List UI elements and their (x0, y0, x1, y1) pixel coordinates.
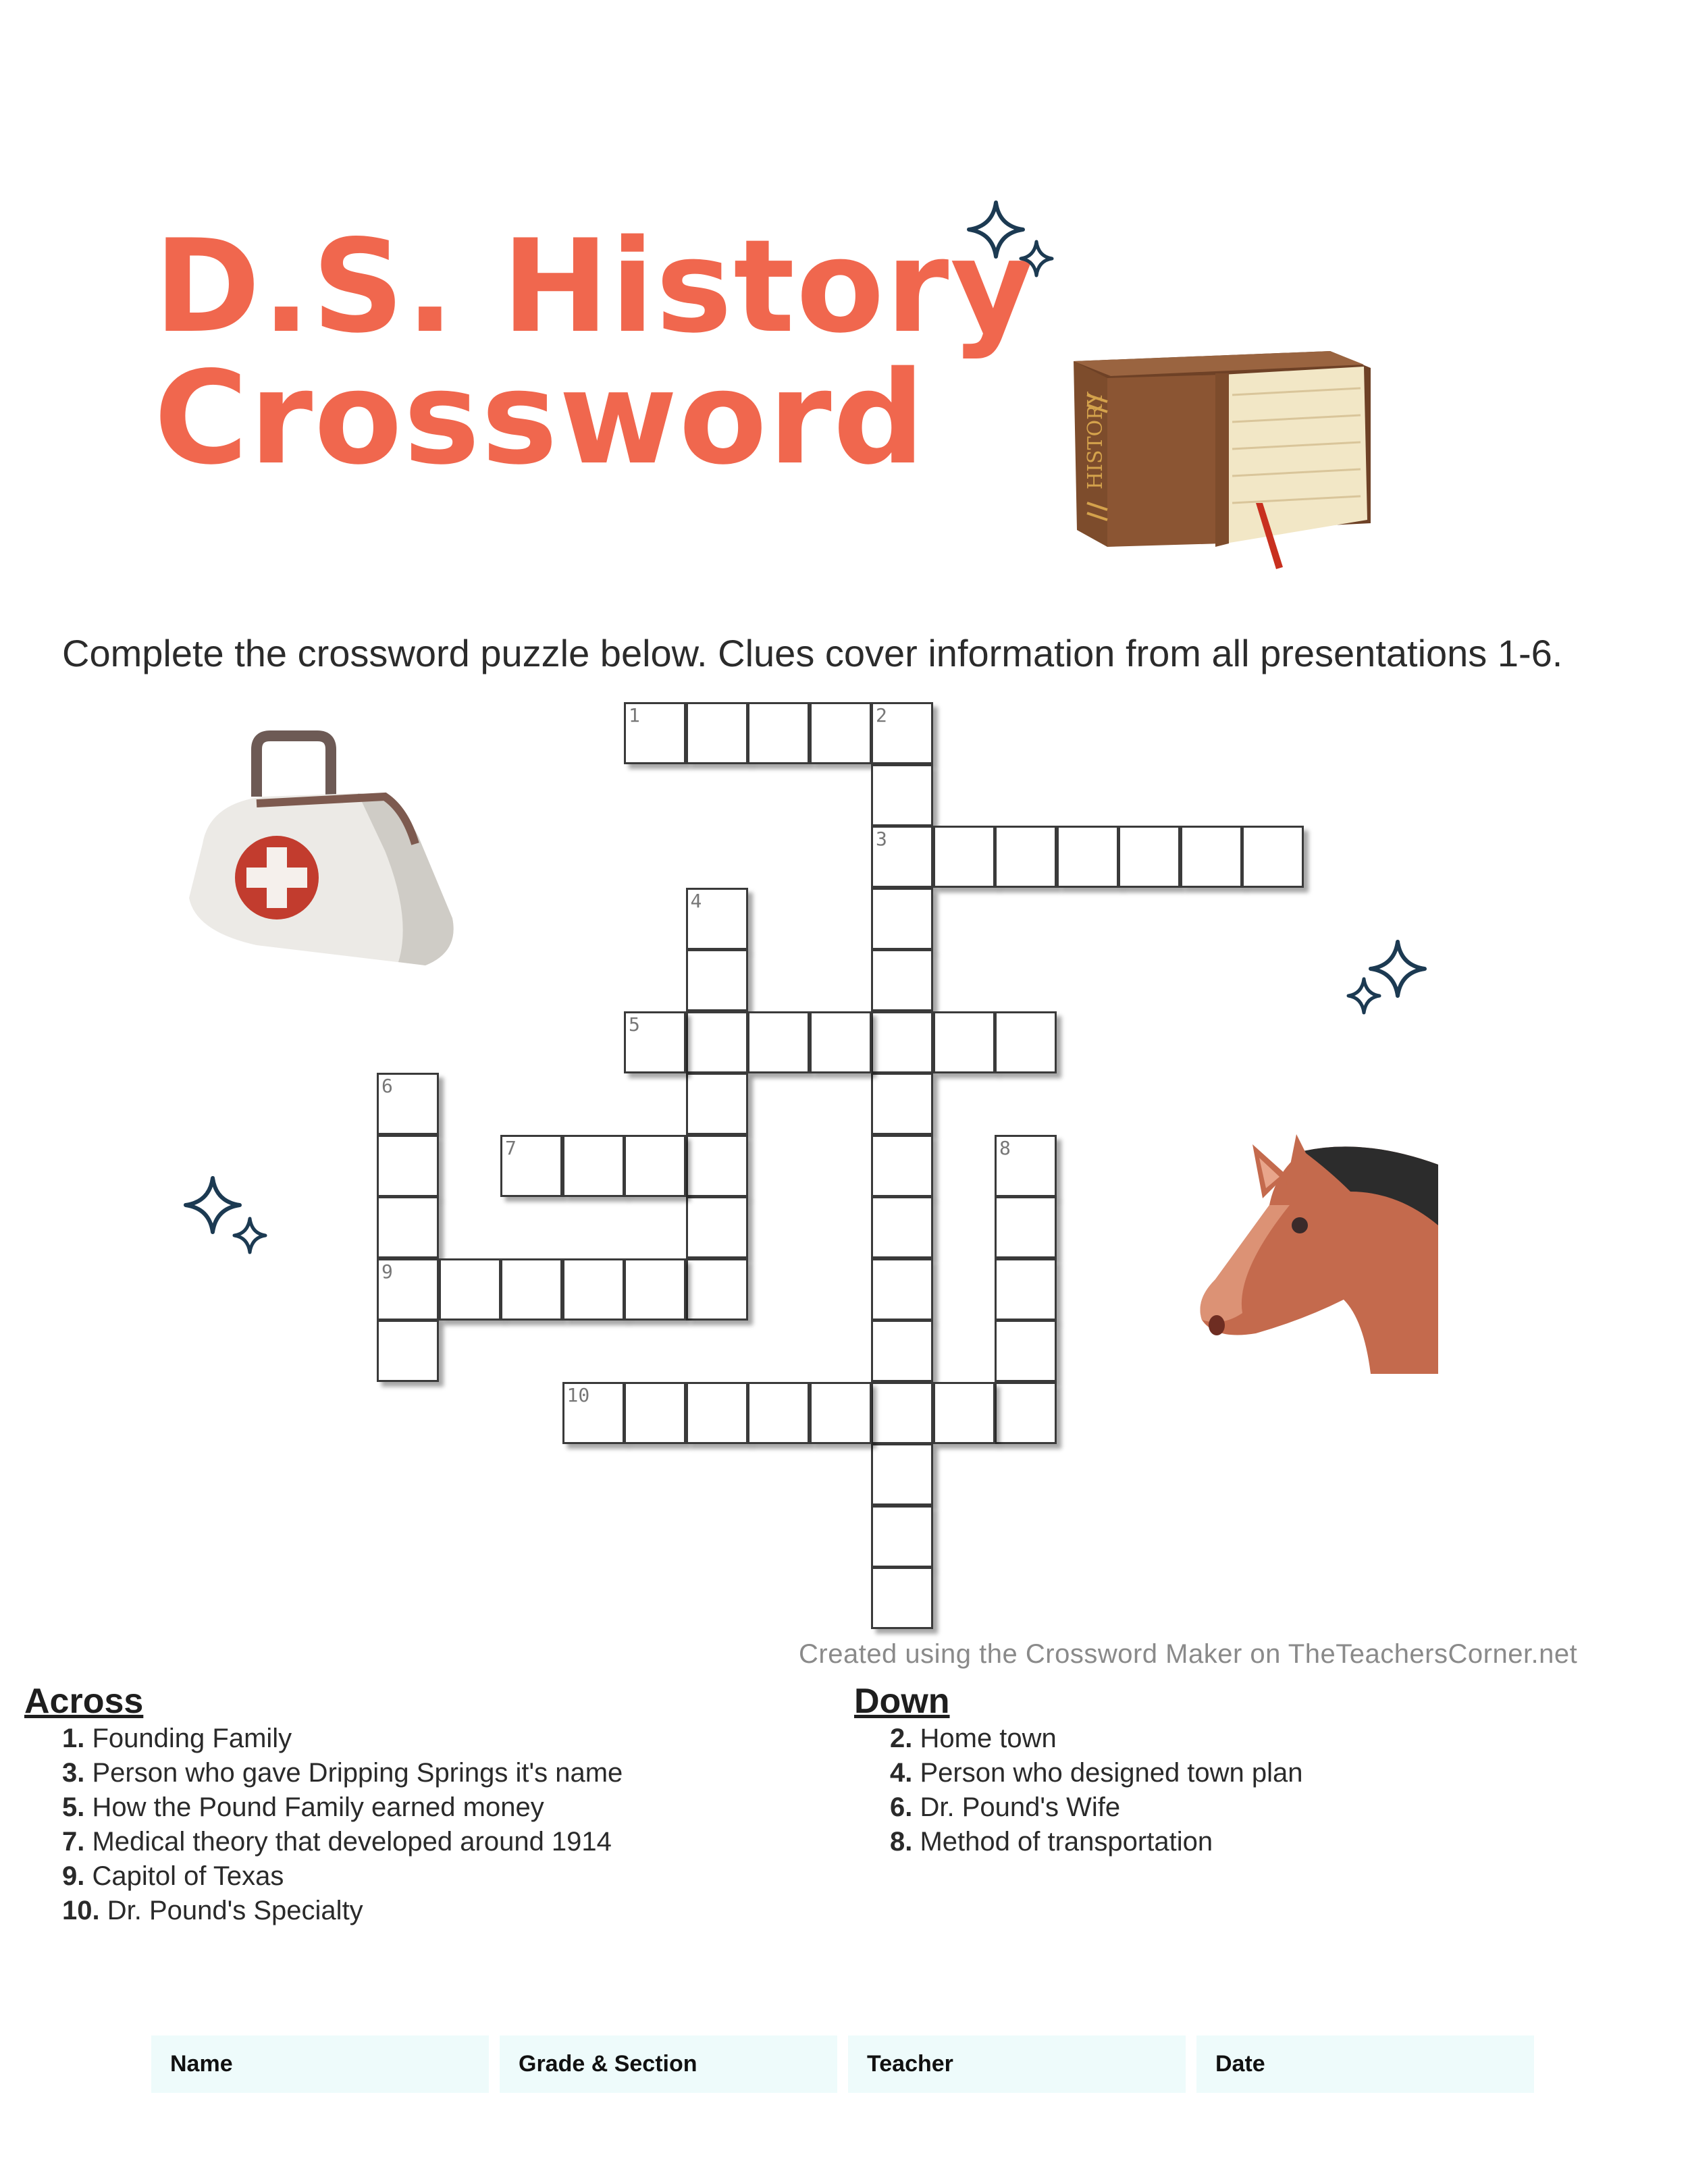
clue-text: How the Pound Family earned money (92, 1792, 544, 1822)
crossword-cell[interactable] (686, 888, 748, 950)
history-book-icon (1060, 341, 1384, 570)
clue-item (62, 1894, 623, 1928)
credit-text: Created using the Crossword Maker on TheTeachersCorner.net (799, 1639, 1578, 1669)
clue-number-label: 8 (999, 1136, 1011, 1159)
clue-number-label: 10 (566, 1383, 590, 1406)
crossword-cell[interactable] (377, 1135, 439, 1197)
crossword-cell[interactable] (747, 702, 810, 764)
down-clue-list (890, 1722, 1303, 1859)
clue-number: 2. (890, 1724, 913, 1753)
crossword-cell[interactable] (871, 1320, 933, 1382)
crossword-cell[interactable] (439, 1258, 501, 1321)
clue-number-label: 6 (381, 1075, 393, 1097)
crossword-cell[interactable] (624, 1258, 686, 1321)
crossword-cell[interactable] (377, 1320, 439, 1382)
clue-number: 4. (890, 1758, 913, 1788)
title-line-2: Crossword (154, 344, 926, 493)
horse-head-icon (1195, 1124, 1445, 1374)
crossword-cell[interactable] (686, 702, 748, 764)
crossword-cell[interactable] (871, 1196, 933, 1258)
clue-number: 8. (890, 1827, 913, 1857)
clue-text: Method of transportation (920, 1827, 1213, 1857)
clue-item (62, 1790, 623, 1825)
crossword-cell[interactable] (1242, 826, 1304, 888)
crossword-cell[interactable] (562, 1135, 625, 1197)
across-clue-list (62, 1722, 623, 1928)
crossword-cell[interactable] (810, 702, 872, 764)
crossword-cell[interactable] (624, 1382, 686, 1444)
crossword-cell[interactable] (377, 1196, 439, 1258)
crossword-cell[interactable] (871, 764, 933, 826)
down-heading: Down (854, 1682, 950, 1721)
crossword-cell[interactable] (1118, 826, 1180, 888)
clue-item (62, 1756, 623, 1790)
crossword-cell[interactable] (871, 702, 933, 764)
crossword-cell[interactable] (686, 1382, 748, 1444)
crossword-cell[interactable] (624, 1011, 686, 1073)
crossword-cell[interactable] (810, 1011, 872, 1073)
clue-number-label: 5 (629, 1013, 640, 1036)
crossword-cell[interactable] (747, 1382, 810, 1444)
crossword-cell[interactable] (1180, 826, 1242, 888)
crossword-cell[interactable] (1057, 826, 1119, 888)
book-spine-text: HISTORY (1084, 392, 1107, 489)
crossword-cell[interactable] (686, 1258, 748, 1321)
clue-item (62, 1859, 623, 1894)
clue-item (62, 1722, 623, 1756)
clue-number: 6. (890, 1792, 913, 1822)
crossword-cell[interactable] (810, 1382, 872, 1444)
clue-text: Medical theory that developed around 1914 (92, 1827, 612, 1857)
clue-number: 1. (62, 1724, 85, 1753)
crossword-cell[interactable] (995, 1258, 1057, 1321)
clue-item (890, 1790, 1303, 1825)
crossword-cell[interactable] (871, 1567, 933, 1629)
clue-number-label: 4 (690, 889, 702, 912)
crossword-cell[interactable] (500, 1258, 562, 1321)
clue-item (890, 1722, 1303, 1756)
crossword-cell[interactable] (933, 1382, 995, 1444)
medical-bag-icon (182, 729, 466, 999)
clue-number: 3. (62, 1758, 85, 1788)
crossword-cell[interactable] (995, 1135, 1057, 1197)
clue-text: Founding Family (92, 1724, 292, 1753)
crossword-cell[interactable] (871, 1382, 933, 1444)
crossword-cell[interactable] (995, 826, 1057, 888)
clue-number-label: 2 (876, 704, 887, 726)
sparkle-icon (1340, 938, 1435, 1033)
crossword-cell[interactable] (562, 1258, 625, 1321)
crossword-cell[interactable] (377, 1258, 439, 1321)
teacher-field[interactable]: Teacher (848, 2035, 1186, 2093)
crossword-cell[interactable] (871, 1506, 933, 1568)
clue-number: 5. (62, 1792, 85, 1822)
crossword-cell[interactable] (624, 702, 686, 764)
crossword-cell[interactable] (871, 1011, 933, 1073)
clue-text: Home town (920, 1724, 1057, 1753)
title-line-1: D.S. History (154, 212, 1036, 361)
clue-text: Capitol of Texas (92, 1861, 284, 1891)
clue-item (62, 1825, 623, 1859)
clue-number-label: 7 (505, 1136, 517, 1159)
clue-number-label: 3 (876, 828, 887, 850)
crossword-cell[interactable] (500, 1135, 562, 1197)
crossword-cell[interactable] (871, 1073, 933, 1135)
crossword-cell[interactable] (686, 1196, 748, 1258)
crossword-cell[interactable] (933, 826, 995, 888)
name-field[interactable]: Name (151, 2035, 489, 2093)
crossword-cell[interactable] (995, 1011, 1057, 1073)
grade-section-field[interactable]: Grade & Section (500, 2035, 837, 2093)
clue-item (890, 1756, 1303, 1790)
crossword-cell[interactable] (686, 1011, 748, 1073)
across-heading: Across (24, 1682, 144, 1721)
crossword-cell[interactable] (871, 1443, 933, 1506)
crossword-cell[interactable] (562, 1382, 625, 1444)
clue-number: 7. (62, 1827, 85, 1857)
clue-number-label: 9 (381, 1260, 393, 1283)
clue-text: Person who designed town plan (920, 1758, 1303, 1788)
crossword-cell[interactable] (747, 1011, 810, 1073)
clue-item (890, 1825, 1303, 1859)
clue-number-label: 1 (629, 704, 640, 726)
crossword-cell[interactable] (871, 1135, 933, 1197)
clue-text: Dr. Pound's Specialty (107, 1896, 363, 1925)
crossword-cell[interactable] (377, 1073, 439, 1135)
crossword-cell[interactable] (871, 1258, 933, 1321)
crossword-cell[interactable] (871, 826, 933, 888)
crossword-cell[interactable] (686, 949, 748, 1011)
sparkle-icon (182, 1175, 277, 1269)
crossword-cell[interactable] (624, 1135, 686, 1197)
crossword-cell[interactable] (871, 888, 933, 950)
clue-number: 9. (62, 1861, 85, 1891)
clue-text: Dr. Pound's Wife (920, 1792, 1121, 1822)
instructions-text: Complete the crossword puzzle below. Clues cover information from all presentations 1-6. (62, 632, 1563, 674)
crossword-cell[interactable] (933, 1011, 995, 1073)
crossword-cell[interactable] (995, 1382, 1057, 1444)
clue-text: Person who gave Dripping Springs it's name (92, 1758, 623, 1788)
crossword-cell[interactable] (995, 1196, 1057, 1258)
crossword-cell[interactable] (686, 1135, 748, 1197)
date-field[interactable]: Date (1196, 2035, 1534, 2093)
crossword-cell[interactable] (871, 949, 933, 1011)
crossword-cell[interactable] (686, 1073, 748, 1135)
crossword-cell[interactable] (995, 1320, 1057, 1382)
sparkle-icon (966, 196, 1060, 290)
clue-number: 10. (62, 1896, 100, 1925)
